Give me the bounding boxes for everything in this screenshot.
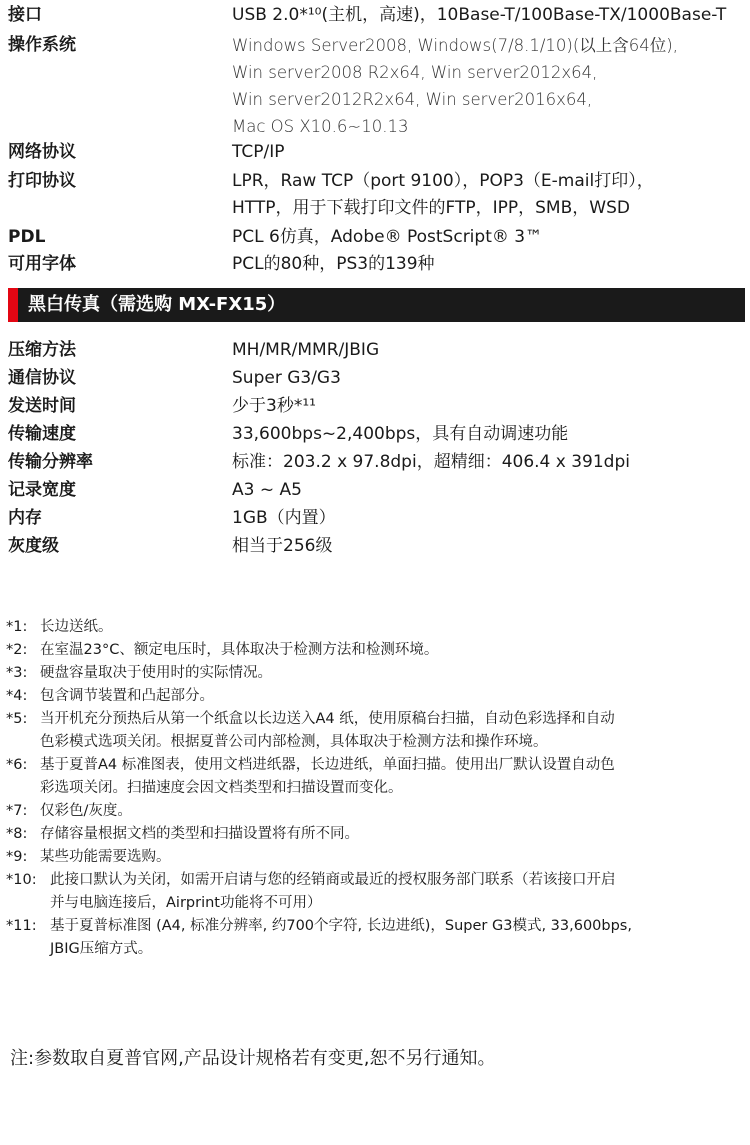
spec-value — [232, 2, 747, 29]
footnote-text — [40, 662, 750, 685]
footnote-text — [50, 869, 750, 915]
footnote-text — [40, 754, 750, 800]
spec-label: 可用字体 — [8, 254, 76, 274]
section-accent-stripe — [8, 288, 18, 322]
footnote-line: 基于夏普标准图 (A4, 标准分辨率, 约700个字符, 长边进纸)，Super G3模式, 33,600bps, — [50, 918, 632, 934]
footnote-line: JBIG压缩方式。 — [50, 941, 153, 957]
footnote — [0, 616, 750, 639]
footnote-number: *5: — [6, 711, 28, 727]
section-header-fax — [8, 288, 745, 322]
footnote-line: 在室温23°C、额定电压时，具体取决于检测方法和检测环境。 — [40, 642, 439, 658]
footnote-number: *8: — [6, 826, 28, 842]
footnote-line: 某些功能需要选购。 — [40, 849, 171, 865]
spec-value — [232, 365, 747, 392]
footnote-number: *6: — [6, 757, 28, 773]
footnote-line: 基于夏普A4 标准图表，使用文档进纸器，长边进纸，单面扫描。使用出厂默认设置自动色 — [40, 757, 615, 773]
spec-label: 灰度级 — [8, 536, 59, 556]
spec-label: PDL — [8, 227, 46, 247]
footnote-number: *2: — [6, 642, 28, 658]
footnote — [0, 708, 750, 754]
footnote — [0, 823, 750, 846]
footnote-text — [40, 846, 750, 869]
footnote-number: *9: — [6, 849, 28, 865]
footnote-line: 存储容量根据文档的类型和扫描设置将有所不同。 — [40, 826, 359, 842]
spec-value-line: MH/MR/MMR/JBIG — [232, 340, 380, 360]
spec-value-line: USB 2.0*¹⁰(主机，高速)，10Base-T/100Base-TX/1000Base-T — [232, 5, 727, 25]
spec-value-line: 相当于256级 — [232, 536, 333, 556]
footnote-text — [40, 639, 750, 662]
spec-label: 传输分辨率 — [8, 452, 93, 472]
spec-value-line: LPR，Raw TCP（port 9100），POP3（E-mail打印）， — [232, 171, 654, 191]
footnote-line: 彩选项关闭。扫描速度会因文档类型和扫描设置而变化。 — [40, 780, 403, 796]
spec-label: 压缩方法 — [8, 340, 76, 360]
footnote-line: 包含调节装置和凸起部分。 — [40, 688, 214, 704]
spec-value-line: PCL 6仿真，Adobe® PostScript® 3™ — [232, 227, 543, 247]
footnote-number: *4: — [6, 688, 28, 704]
spec-value-line: 标准：203.2 x 97.8dpi，超精细：406.4 x 391dpi — [232, 452, 630, 472]
spec-value — [232, 251, 747, 278]
footnote-number: *1: — [6, 619, 28, 635]
footnote — [0, 800, 750, 823]
footnote-text — [40, 685, 750, 708]
spec-value — [232, 421, 747, 448]
spec-value — [232, 505, 747, 532]
footnote-number: *11: — [6, 918, 37, 934]
spec-value — [232, 337, 747, 364]
spec-value-line: Win server2008 R2x64, Win server2012x64, — [232, 63, 598, 82]
spec-value-line: Super G3/G3 — [232, 368, 341, 388]
footnote — [0, 846, 750, 869]
spec-value-line: Win server2012R2x64, Win server2016x64, — [232, 90, 593, 109]
disclaimer-note: 注:参数取自夏普官网,产品设计规格若有变更,恕不另行通知。 — [10, 1048, 496, 1069]
spec-value-line: 33,600bps~2,400bps，具有自动调速功能 — [232, 424, 569, 444]
footnote — [0, 754, 750, 800]
footnote-line: 当开机充分预热后从第一个纸盒以长边送入A4 纸，使用原稿台扫描，自动色彩选择和自动 — [40, 711, 615, 727]
spec-label: 内存 — [8, 508, 42, 528]
footnote — [0, 869, 750, 915]
spec-value — [232, 168, 747, 222]
footnote-text — [40, 616, 750, 639]
footnote-text — [40, 823, 750, 846]
spec-label: 传输速度 — [8, 424, 76, 444]
footnote-line: 仅彩色/灰度。 — [40, 803, 132, 819]
footnote-line: 长边送纸。 — [40, 619, 113, 635]
spec-label: 打印协议 — [8, 171, 76, 191]
spec-label: 接口 — [8, 5, 42, 25]
footnote-text — [40, 708, 750, 754]
spec-value-line: PCL的80种，PS3的139种 — [232, 254, 435, 274]
spec-value — [232, 139, 747, 166]
spec-label: 操作系统 — [8, 35, 76, 55]
footnote-line: 硬盘容量取决于使用时的实际情况。 — [40, 665, 272, 681]
spec-value-line: A3 ~ A5 — [232, 480, 302, 500]
footnote-number: *10: — [6, 872, 37, 888]
spec-value — [232, 393, 747, 420]
spec-value — [232, 449, 747, 476]
spec-value — [232, 32, 747, 140]
spec-value-line: 1GB（内置） — [232, 508, 336, 528]
spec-value-line: Mac OS X10.6~10.13 — [232, 117, 409, 136]
footnote — [0, 915, 750, 961]
spec-value-line: 少于3秒*¹¹ — [232, 396, 316, 416]
footnote-line: 色彩模式选项关闭。根据夏普公司内部检测，具体取决于检测方法和操作环境。 — [40, 734, 548, 750]
footnote — [0, 685, 750, 708]
footnote-number: *7: — [6, 803, 28, 819]
spec-value — [232, 477, 747, 504]
spec-value-line: Windows Server2008, Windows(7/8.1/10)(以上含64位), — [232, 36, 678, 55]
footnote-text — [50, 915, 750, 961]
footnote — [0, 639, 750, 662]
spec-label: 网络协议 — [8, 142, 76, 162]
spec-value — [232, 224, 747, 251]
spec-label: 记录宽度 — [8, 480, 76, 500]
section-title: 黑白传真（需选购 MX-FX15） — [28, 294, 286, 315]
spec-value — [232, 533, 747, 560]
spec-value-line: TCP/IP — [232, 142, 285, 162]
footnote-number: *3: — [6, 665, 28, 681]
footnote-line: 并与电脑连接后，Airprint功能将不可用） — [50, 895, 322, 911]
footnote-line: 此接口默认为关闭，如需开启请与您的经销商或最近的授权服务部门联系（若该接口开启 — [50, 872, 616, 888]
footnote — [0, 662, 750, 685]
footnote-text — [40, 800, 750, 823]
spec-value-line: HTTP，用于下载打印文件的FTP，IPP，SMB，WSD — [232, 198, 630, 218]
spec-label: 发送时间 — [8, 396, 76, 416]
spec-label: 通信协议 — [8, 368, 76, 388]
footnotes — [0, 616, 750, 961]
